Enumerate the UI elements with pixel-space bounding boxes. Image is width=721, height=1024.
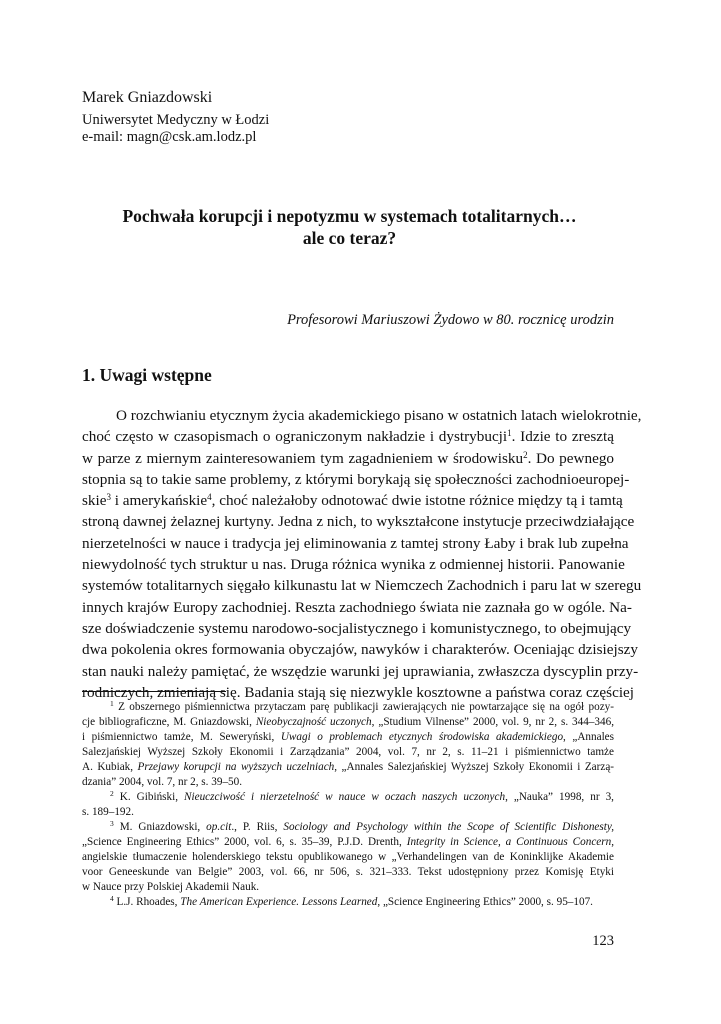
footnote-3: $^3$ M. Gniazdowski, op.cit., P. Riis, Sociology and Psychology within the Scope of Scientific Dishonesty, xyxy=(110,819,615,833)
footnote-1: $^1$ Z obszernego piśmiennictwa przytaczam parę publikacji zawierających nie powtarzające się na ogół pozy- xyxy=(110,699,614,713)
footnote-ref-2: 2 xyxy=(523,449,528,460)
body-line: w parze z miernym zainteresowaniem tym zagadnieniem w środowisku$^2$. Do pewnego xyxy=(82,449,615,467)
footnotes xyxy=(82,700,614,910)
body-line: stroną dawnej żelaznej kurtyny. Jedna z nich, to wykształcone instytucje przeciwdziałające xyxy=(82,513,635,531)
section-heading: 1. Uwagi wstępne xyxy=(82,365,212,385)
body-line: choć często w czasopismach o ograniczonym nakładzie i dystrybucji$^1$. Idzie to zresztą xyxy=(82,428,614,446)
footnote-ref-3: 3 xyxy=(106,492,111,503)
title-line-2: ale co teraz? xyxy=(302,228,397,248)
dedication: Profesorowi Mariuszowi Żydowo w 80. rocznicę urodzin xyxy=(287,312,614,328)
footnote-divider xyxy=(82,691,226,692)
paper-title xyxy=(82,205,617,249)
body-line: systemów totalitarnych sięgało kilkunastu lat w Niemczech Zachodnich i paru lat w szeregu xyxy=(82,577,642,595)
footnote-ref-4: 4 xyxy=(207,492,212,503)
body-line: stan nauki należy pamiętać, że wszędzie warunki jej uprawiania, zwłaszcza dyscyplin przy- xyxy=(82,662,639,680)
footnote-line: A. Kubiak, Przejawy korupcji na wyższych uczelniach, „Annales Salezjańskiej Wyższej Szkoły Ekonomii i Zarzą- xyxy=(82,761,615,773)
footnote-4: $^4$ L.J. Rhoades, The American Experience. Lessons Learned, „Science Engineering Ethics” 2000, s. 95–107. xyxy=(110,894,593,908)
footnote-line: „Science Engineering Ethics” 2000, vol. 6, s. 35–39, P.J.D. Drenth, Integrity in Science, a Continuous Concern, xyxy=(82,836,614,848)
footnote-line: cje bibliograficzne, M. Gniazdowski, Nieobyczajność uczonych, „Studium Vilnense” 2000, vol. 9, nr 2, s. 344–346, xyxy=(82,716,614,728)
body-line: O rozchwianiu etycznym życia akademickiego pisano w ostatnich latach wielokrotnie, xyxy=(116,407,642,424)
body-line: rodniczych, zmieniają się. Badania stają się niezwykle kosztowne a państwa coraz częściej xyxy=(82,683,634,701)
body-paragraph xyxy=(82,405,642,703)
footnote-line: Salezjańskiej Wyższej Szkoły Ekonomii i Zarządzania” 2004, vol. 7, nr 2, s. 11–21 i piśmiennictwo tamże xyxy=(82,746,614,758)
footnote-line: w Nauce przy Polskiej Akademii Nauk. xyxy=(82,881,260,893)
body-line: sze doświadczenie systemu narodowo-socjalistycznego i komunistycznego, to obejmujący xyxy=(82,619,632,637)
body-line: skie$^3$ i amerykańskie$^4$, choć należałoby odnotować dwie istotne różnice między tą i tamtą xyxy=(82,492,623,510)
author-name: Marek Gniazdowski xyxy=(82,89,213,106)
author-affiliation: Uniwersytet Medyczny w Łodzi xyxy=(82,112,270,128)
footnote-line: voor Geneeskunde van Belgie” 2003, vol. 66, nr 506, s. 321–333. Tekst udostępniony przez Komisję Etyki xyxy=(82,866,614,878)
footnote-line: dzania” 2004, vol. 7, nr 2, s. 39–50. xyxy=(82,776,243,788)
footnote-2: $^2$ K. Gibiński, Nieuczciwość i nierzetelność w nauce w oczach naszych uczonych, „Nauka” 1998, nr 3, xyxy=(110,789,614,803)
body-line: stopnia są to takie same problemy, z którymi borykają się społeczności zachodnioeuropej- xyxy=(82,470,630,488)
body-line: niewydolność tych struktur u nas. Druga różnica wynika z odmiennej historii. Panowanie xyxy=(82,556,625,574)
body-line: dwa pokolenia okres formowania obyczajów, nawyków i charakterów. Oceniając dzisiejszy xyxy=(82,641,638,659)
author-email: e-mail: magn@csk.am.lodz.pl xyxy=(82,129,257,145)
body-line: nierzetelności w nauce i tradycja jej eliminowania z tamtej strony Łaby i brak lub zupełna xyxy=(82,534,629,552)
title-line-1: Pochwała korupcji i nepotyzmu w systemach totalitarnych… xyxy=(122,206,577,226)
footnote-line: s. 189–192. xyxy=(82,806,134,818)
footnote-line: angielskie tłumaczenie holenderskiego tekstu opublikowanego w „Verhandelingen van de Koninklijke Akademie xyxy=(82,851,614,863)
footnote-line: i piśmiennictwo tamże, M. Seweryński, Uwagi o problemach etycznych środowiska akademickiego, „Annales xyxy=(82,731,614,743)
page-number: 123 xyxy=(592,933,614,949)
footnote-ref-1: 1 xyxy=(507,428,512,439)
body-line: innych krajów Europy zachodniej. Reszta zachodniego świata nie zaznała go w ogóle. Na- xyxy=(82,598,632,616)
